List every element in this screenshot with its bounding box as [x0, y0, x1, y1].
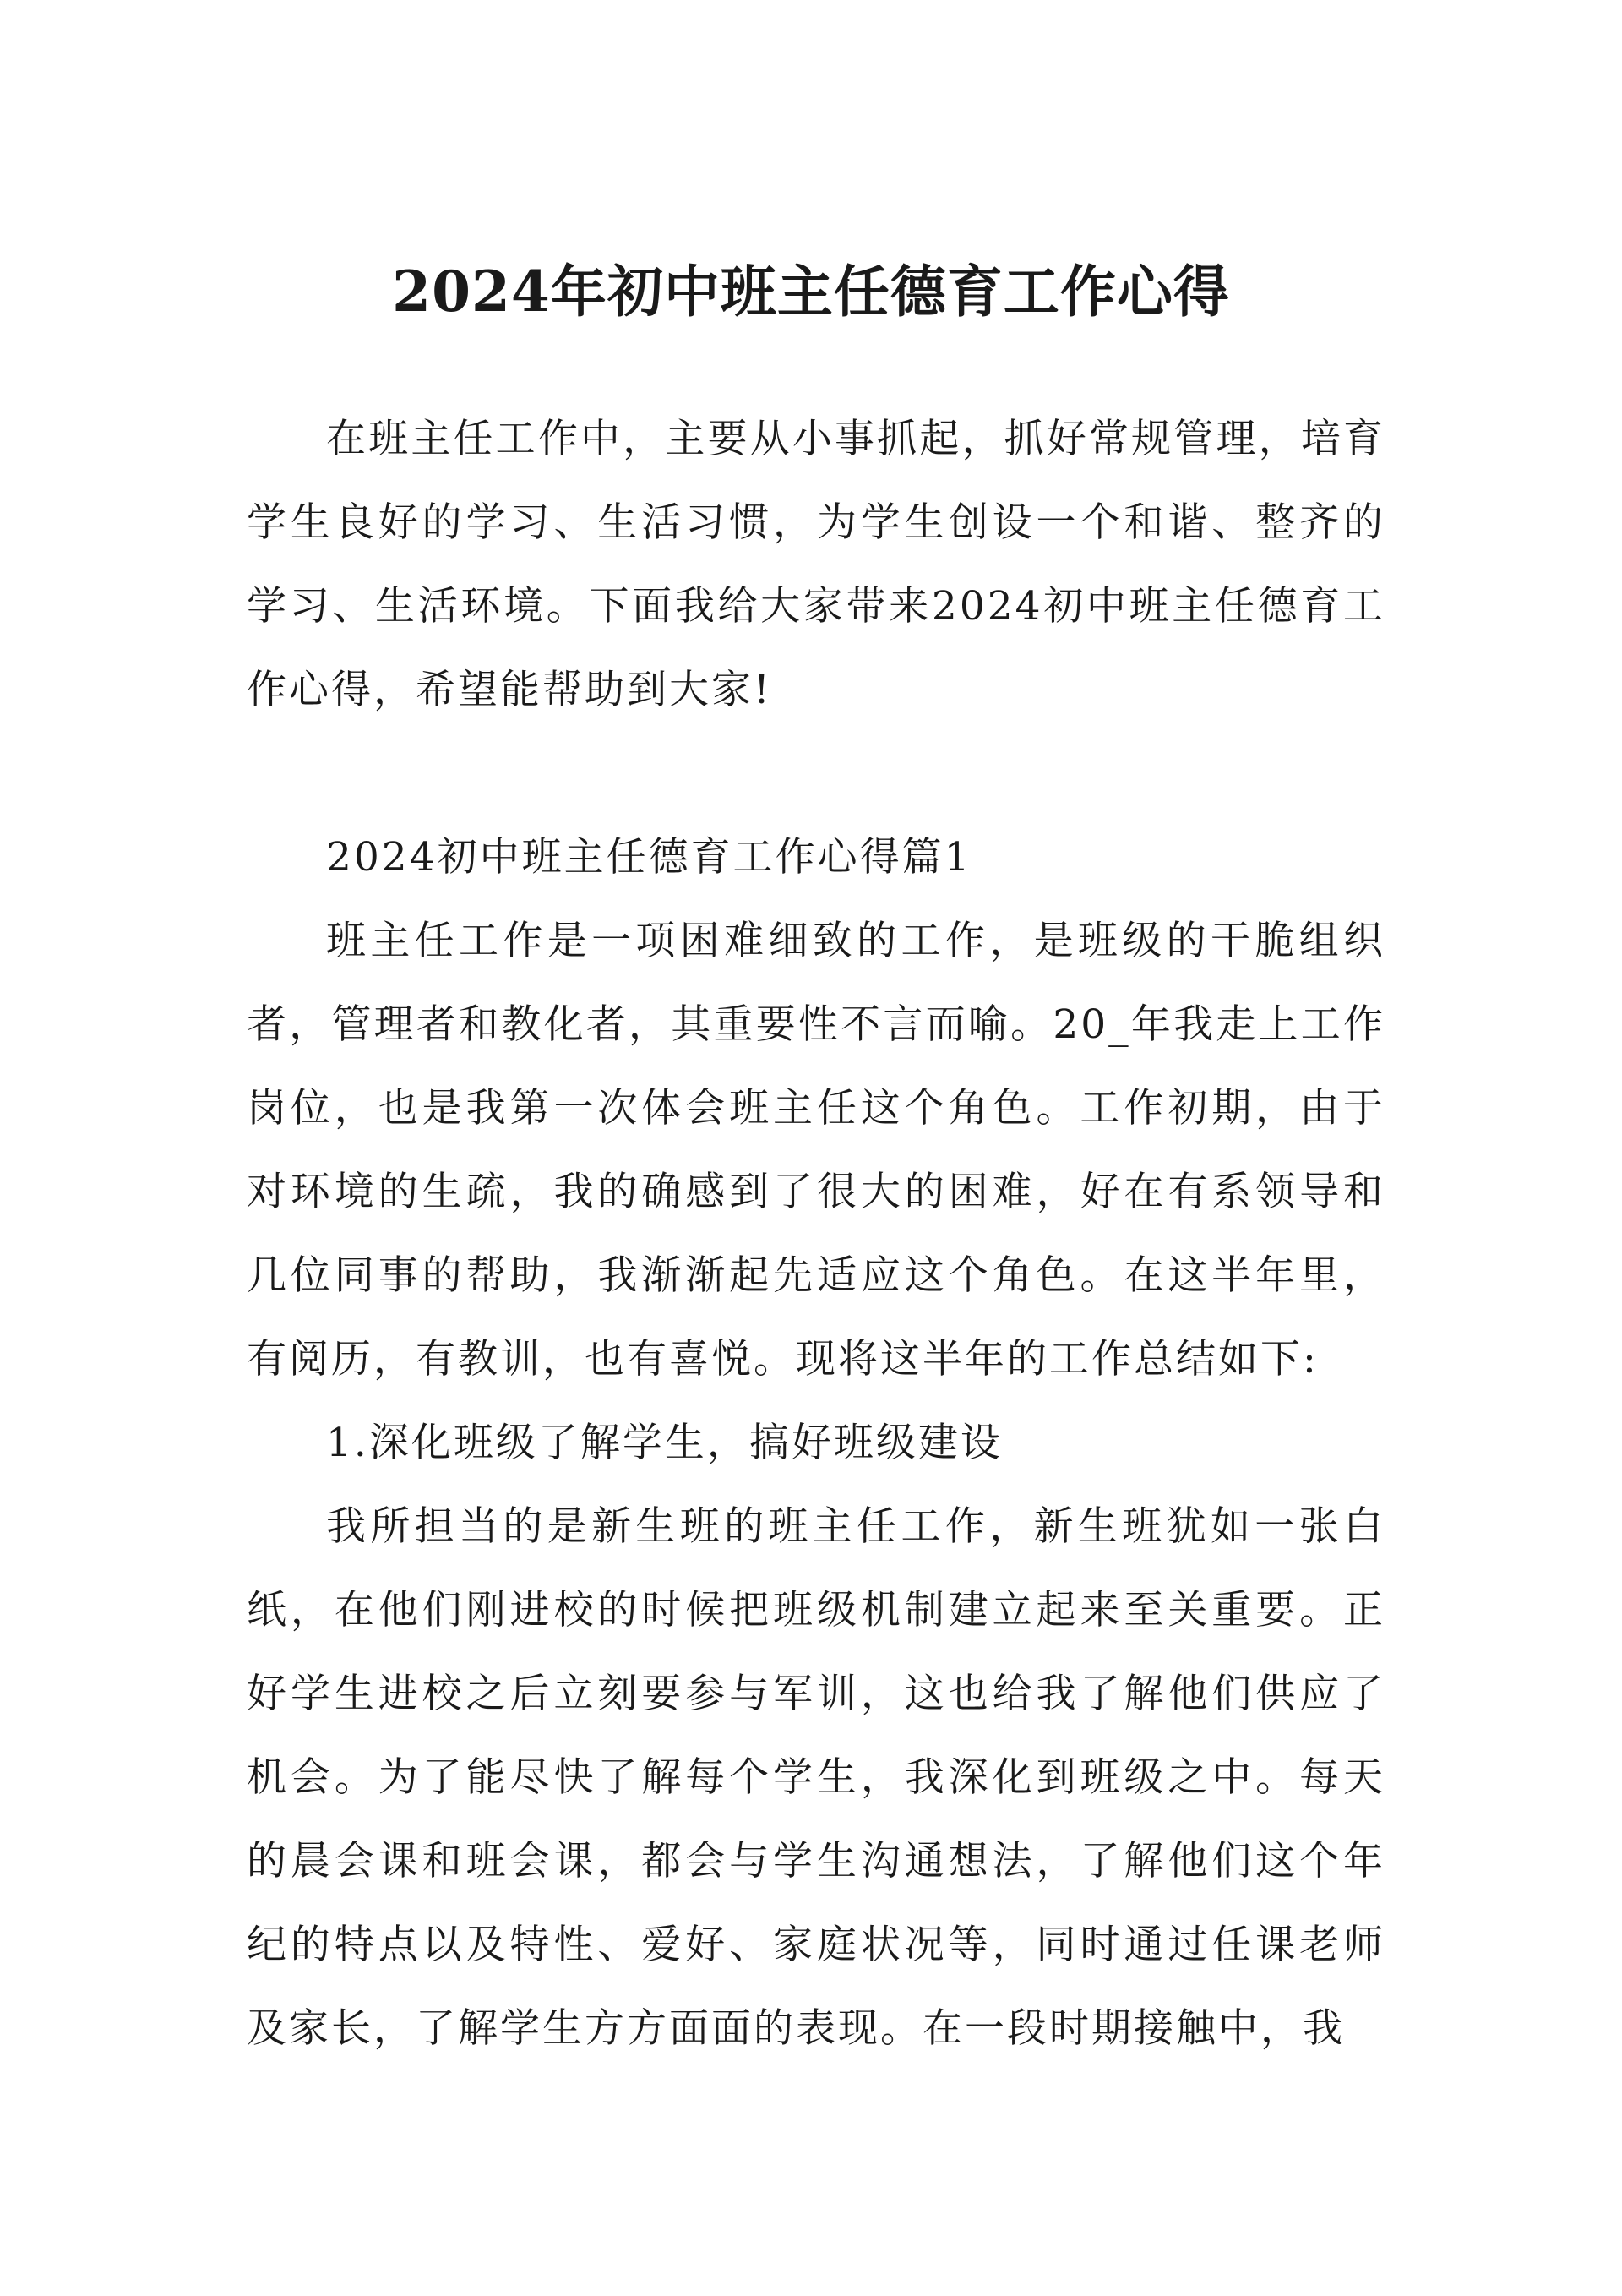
document-title: 2024年初中班主任德育工作心得 [392, 259, 1230, 324]
intro-paragraph: 在班主任工作中，主要从小事抓起，抓好常规管理，培育学生良好的学习、生活习惯，为学生创设一个和谐、整齐的学习、生活环境。下面我给大家带来2024初中班主任德育工作心得，希望能帮助到大家! [247, 416, 1385, 713]
section-heading: 2024初中班主任德育工作心得篇1 [326, 834, 972, 881]
body-paragraph: 我所担当的是新生班的班主任工作，新生班犹如一张白纸，在他们刚进校的时候把班级机制建立起来至关重要。正好学生进校之后立刻要参与军训，这也给我了解他们供应了机会。为了能尽快了解每个学生，我深化到班级之中。每天的晨会课和班会课，都会与学生沟通想法，了解他们这个年纪的特点以及特性、爱好、家庭状况等，同时通过任课老师及家长，了解学生方方面面的表现。在一段时期接触中，我 [247, 1503, 1385, 2052]
document-body [247, 397, 1385, 2070]
subsection-heading: 1.深化班级了解学生，搞好班级建设 [326, 1420, 1003, 1466]
body-paragraph: 班主任工作是一项困难细致的工作，是班级的干脆组织者，管理者和教化者，其重要性不言而喻。20_年我走上工作岗位，也是我第一次体会班主任这个角色。工作初期，由于对环境的生疏，我的确感到了很大的困难，好在有系领导和几位同事的帮助，我渐渐起先适应这个角色。在这半年里，有阅历，有教训，也有喜悦。现将这半年的工作总结如下: [247, 918, 1385, 1383]
